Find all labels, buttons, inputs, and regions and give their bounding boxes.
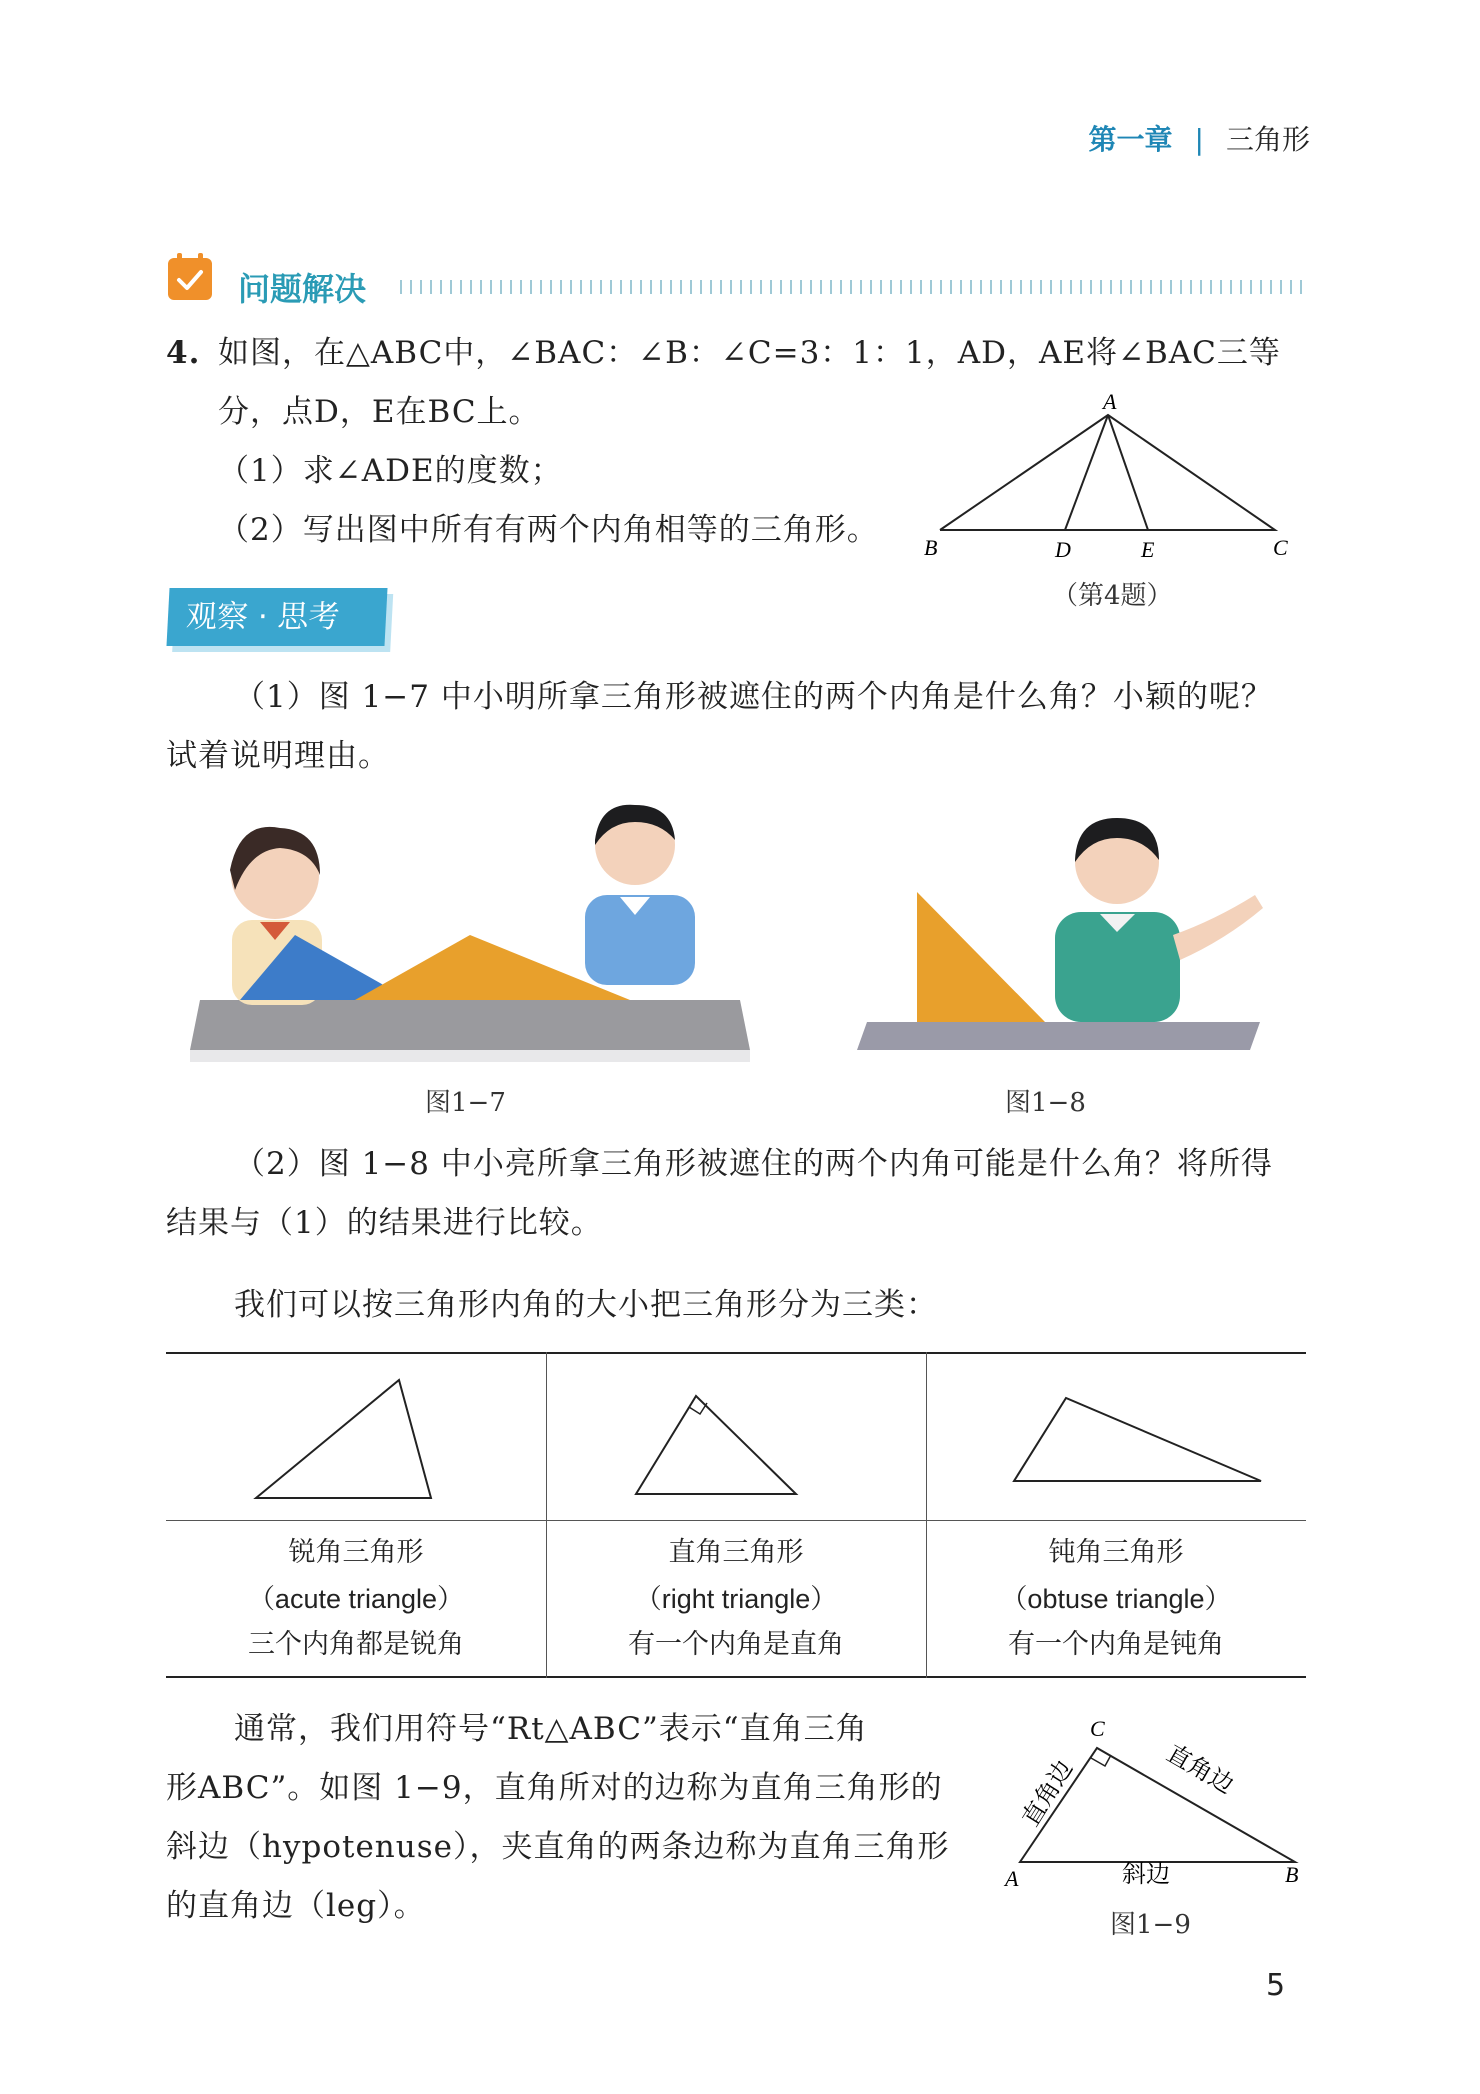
observe-para2-line2: 结果与（1）的结果进行比较。 <box>166 1205 603 1241</box>
rt-paragraph-line4: 的直角边（leg）。 <box>166 1888 426 1924</box>
obtuse-name: 钝角三角形 <box>1048 1537 1184 1568</box>
right-name: 直角三角形 <box>668 1537 804 1568</box>
obtuse-triangle-figure <box>926 1352 1306 1520</box>
figure-1-8-illustration <box>855 800 1295 1070</box>
figure-1-9-caption: 图1−9 <box>1110 1910 1191 1940</box>
observe-para1-line1: （1）图 1−7 中小明所拿三角形被遮住的两个内角是什么角？小颖的呢？ <box>234 679 1273 715</box>
figure-1-7-caption: 图1−7 <box>425 1088 506 1118</box>
triangle-classification-table <box>166 1352 1306 1678</box>
classify-intro: 我们可以按三角形内角的大小把三角形分为三类： <box>234 1287 938 1323</box>
figure-1-7-illustration <box>180 800 760 1070</box>
figure-1-8-caption: 图1−8 <box>1005 1088 1086 1118</box>
label-A: A <box>1103 389 1117 414</box>
acute-triangle-figure <box>166 1352 546 1520</box>
table-col-obtuse <box>926 1530 1306 1668</box>
acute-name: 锐角三角形 <box>288 1537 424 1568</box>
label-D: D <box>1055 537 1071 562</box>
right-english: （right triangle） <box>634 1584 838 1614</box>
problem-question-2: （2）写出图中所有有两个内角相等的三角形。 <box>218 512 879 548</box>
rt-paragraph-line2: 形ABC”。如图 1−9，直角所对的边称为直角三角形的 <box>166 1770 943 1806</box>
figure-1-9-right-triangle <box>995 1700 1315 1890</box>
fig19-label-C: C <box>1090 1716 1105 1741</box>
problem-question-1: （1）求∠ADE的度数； <box>218 453 563 489</box>
chapter-header <box>1089 118 1310 158</box>
problem-text-line2: 分，点D，E在BC上。 <box>218 394 541 430</box>
problem4-triangle-figure <box>920 385 1300 565</box>
problem-text-line1: 如图，在△ABC中，∠BAC：∠B：∠C=3：1：1，AD，AE将∠BAC三等 <box>218 335 1281 371</box>
problem4-caption: （第4题） <box>1052 581 1173 611</box>
chapter-title: 三角形 <box>1225 123 1310 156</box>
page-number: 5 <box>1266 1968 1286 2003</box>
label-B: B <box>924 535 938 560</box>
header-separator: | <box>1194 123 1204 156</box>
fig19-hypotenuse: 斜边 <box>1122 1860 1170 1888</box>
fig19-label-A: A <box>1005 1866 1019 1890</box>
problem-number: 4. <box>166 335 201 371</box>
label-C: C <box>1273 535 1288 560</box>
label-E: E <box>1141 537 1155 562</box>
section-title: 问题解决 <box>238 270 367 308</box>
table-col-right <box>546 1530 926 1668</box>
obtuse-description: 有一个内角是钝角 <box>1008 1629 1224 1660</box>
calendar-check-icon <box>166 252 214 302</box>
banner-dotted-rule <box>400 280 1310 294</box>
obtuse-english: （obtuse triangle） <box>1000 1584 1232 1614</box>
rt-paragraph-line3: 斜边（hypotenuse），夹直角的两条边称为直角三角形 <box>166 1829 950 1865</box>
fig19-label-B: B <box>1285 1862 1299 1887</box>
right-description: 有一个内角是直角 <box>628 1629 844 1660</box>
observe-think-badge: 观察 · 思考 <box>166 588 387 646</box>
observe-para2-line1: （2）图 1−8 中小亮所拿三角形被遮住的两个内角可能是什么角？将所得 <box>234 1146 1273 1182</box>
fig19-leg-left: 直角边 <box>1016 1755 1079 1832</box>
table-col-acute <box>166 1530 546 1668</box>
fig19-leg-right: 直角边 <box>1162 1738 1239 1800</box>
acute-english: （acute triangle） <box>247 1584 465 1614</box>
right-triangle-figure <box>546 1352 926 1520</box>
chapter-number: 第一章 <box>1088 123 1173 156</box>
acute-description: 三个内角都是锐角 <box>248 1629 464 1660</box>
rt-paragraph-line1: 通常，我们用符号“Rt△ABC”表示“直角三角 <box>234 1711 868 1747</box>
observe-para1-line2: 试着说明理由。 <box>166 738 390 774</box>
